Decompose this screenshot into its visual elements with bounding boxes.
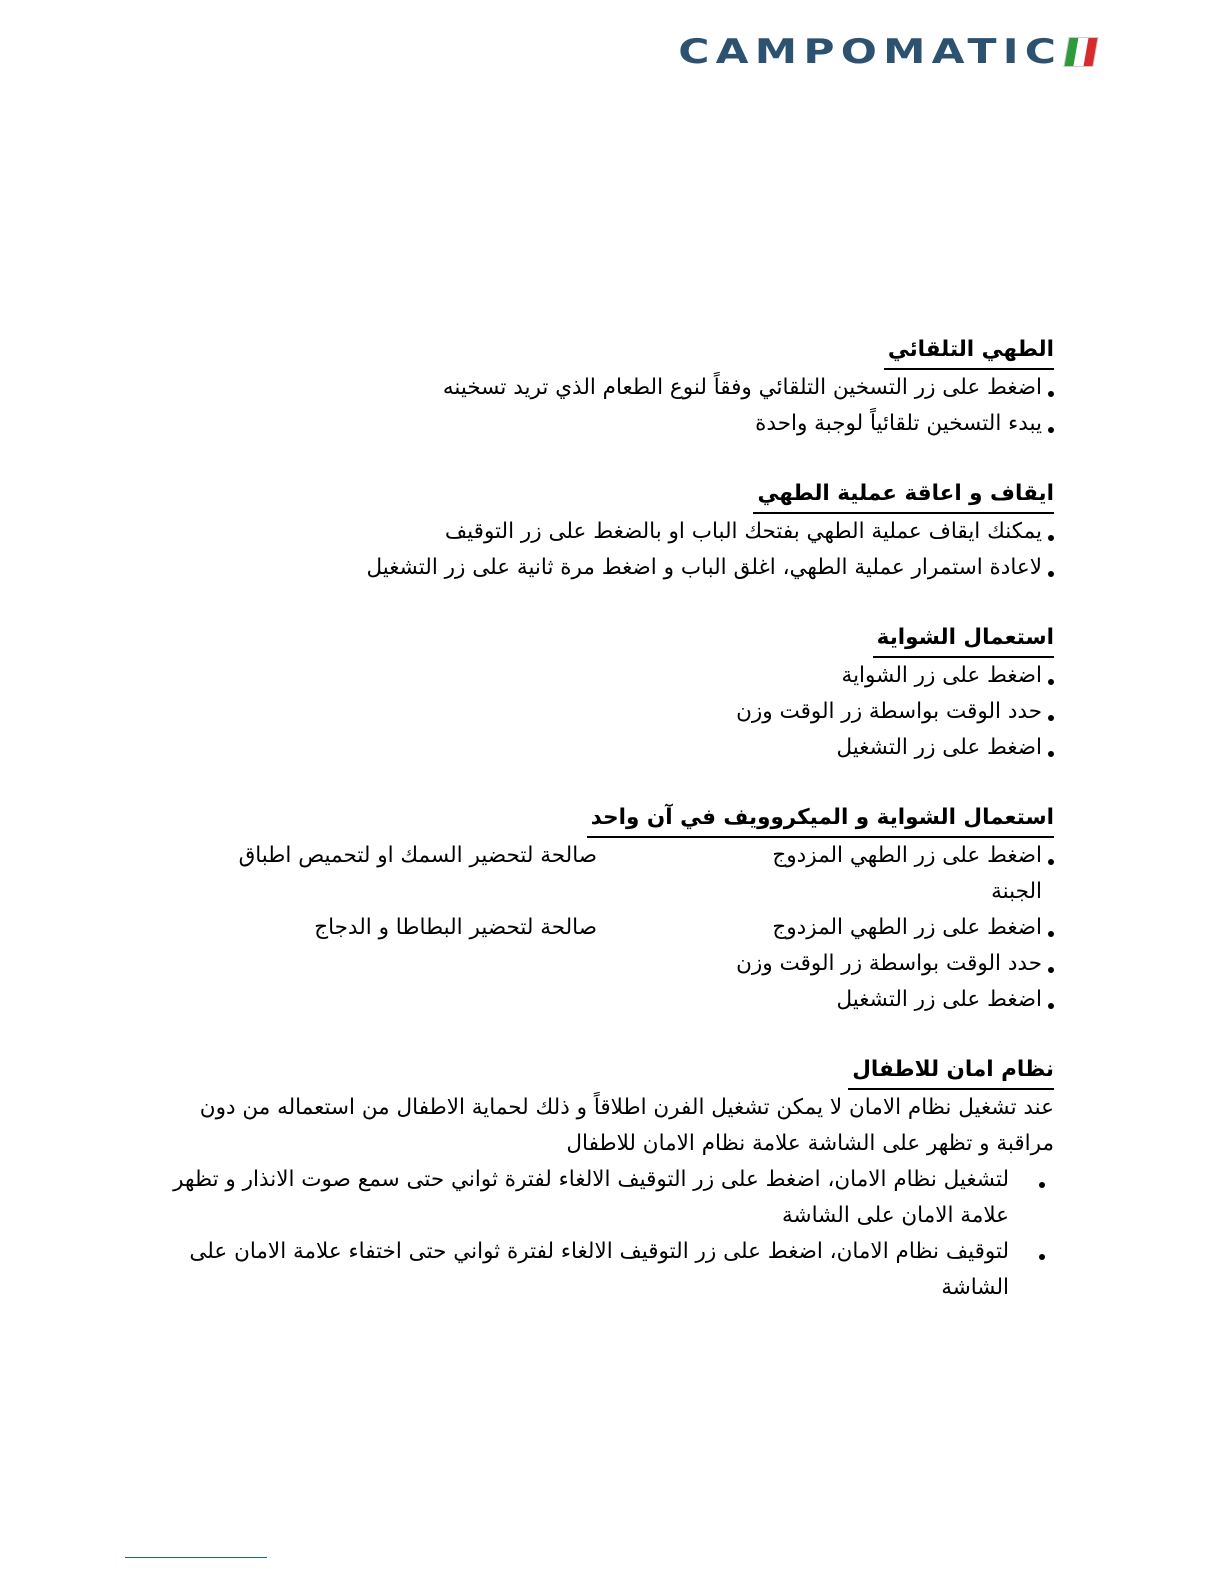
list-item [149, 910, 1054, 946]
item-note: صالحة لتحضير السمك او لتحميص اطباق [238, 843, 597, 868]
item-instruction: اضغط على زر الطهي المزدوج [772, 915, 1042, 940]
list-item: اضغط على زر التشغيل [149, 982, 1054, 1018]
section-paragraph: عند تشغيل نظام الامان لا يمكن تشغيل الفرن اطلاقاً و ذلك لحماية الاطفال من استعماله من دون مراقبة و تظهر على الشاشة علامة نظام الامان للاطفال [199, 1095, 1054, 1156]
section-title: نظام امان للاطفال [848, 1052, 1054, 1090]
section-auto-cooking [149, 332, 1054, 442]
footer-rule [125, 1557, 267, 1558]
bullet-list [149, 370, 1054, 442]
italian-flag-icon [1063, 37, 1098, 67]
list-item: اضغط على زر الشواية [149, 658, 1054, 694]
section-pause-cooking [149, 476, 1054, 586]
campomatic-logo [677, 32, 1096, 72]
section-title: ايقاف و اعاقة عملية الطهي [753, 476, 1054, 514]
section-title: استعمال الشواية [873, 620, 1054, 658]
list-item: يبدء التسخين تلقائياً لوجبة واحدة [149, 406, 1054, 442]
list-item: اضغط على زر التسخين التلقائي وفقاً لنوع الطعام الذي تريد تسخينه [149, 370, 1054, 406]
manual-page-content [149, 332, 1054, 1340]
section-child-lock [149, 1052, 1054, 1306]
bullet-list [149, 658, 1054, 766]
section-title: استعمال الشواية و الميكروويف في آن واحد [587, 800, 1054, 838]
list-item: يمكنك ايقاف عملية الطهي بفتحك الباب او بالضغط على زر التوقيف [149, 514, 1054, 550]
list-item: حدد الوقت بواسطة زر الوقت وزن [149, 946, 1054, 982]
section-grill [149, 620, 1054, 766]
bullet-list [149, 514, 1054, 586]
section-combo-cooking [149, 800, 1054, 1018]
item-note: صالحة لتحضير البطاطا و الدجاج [314, 915, 597, 940]
list-item: اضغط على زر التشغيل [149, 730, 1054, 766]
logo-wordmark: CAMPOMATIC [677, 32, 1062, 72]
bullet-list [149, 838, 1054, 1018]
list-item: حدد الوقت بواسطة زر الوقت وزن [149, 694, 1054, 730]
item-instruction: اضغط على زر الطهي المزدوج الجبنة [772, 843, 1042, 904]
list-item: لاعادة استمرار عملية الطهي، اغلق الباب و اضغط مرة ثانية على زر التشغيل [149, 550, 1054, 586]
section-title: الطهي التلقائي [884, 332, 1054, 370]
bullet-list [149, 1162, 1054, 1306]
list-item: لتشغيل نظام الامان، اضغط على زر التوقيف الالغاء لفترة ثواني حتى سمع صوت الانذار و تظهر علامة الامان على الشاشة [149, 1162, 1009, 1234]
list-item: لتوقيف نظام الامان، اضغط على زر التوقيف الالغاء لفترة ثواني حتى اختفاء علامة الامان على الشاشة [149, 1234, 1009, 1306]
list-item [149, 838, 1054, 910]
